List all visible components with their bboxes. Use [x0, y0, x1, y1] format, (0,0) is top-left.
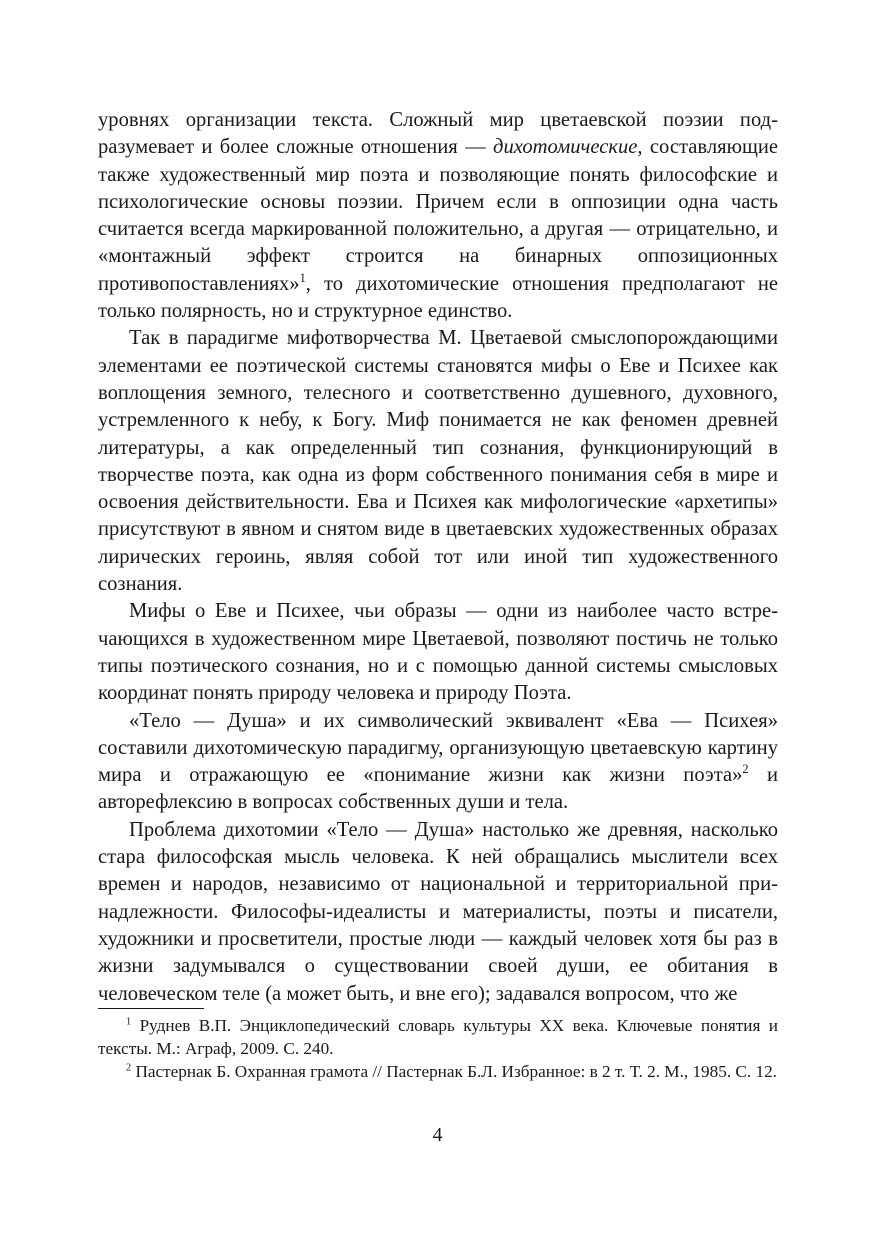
footnote-ref-1[interactable]: 1 — [299, 270, 306, 285]
main-text — [98, 107, 778, 1008]
paragraph-4 — [98, 708, 778, 817]
footnote-marker: 1 — [126, 1016, 132, 1028]
paragraph-1 — [98, 107, 778, 325]
paragraph-5 — [98, 817, 778, 1008]
text-segment: , то дихотомические отношения предполагают не только полярность, но и структурное единство. — [98, 272, 778, 323]
text-segment: Так в парадигме мифотворчества М. Цветаевой смыслопорождающими элементами ее поэтической системы становятся мифы о Еве и Психее как воплощения земного, телесного и соответственно душевного, духовного, устремленного к небу, к Богу. Миф понимается не как феномен древней литературы, а как определенный тип сознания, функционирующий в творчестве поэта, как одна из форм собственного понимания себя в мире и освоения действительности. Ева и Психея как мифологические «архетипы» присутствуют в явном и снятом виде в цветаевских художественных образах лирических героинь, являя собой тот или иной тип художественного сознания. — [98, 327, 778, 596]
text-segment: уровнях организации текста. Сложный мир цветаевской поэзии подразумевает и более сложные отношения — — [98, 109, 778, 159]
text-segment: Мифы о Еве и Психее, чьи образы — одни из наиболее часто встречающихся в художественном мире Цветаевой, позволяют постичь не только типы поэтического сознания, но и с помощью данной системы смысловых координат понять природу человека и природу Поэта. — [98, 600, 778, 705]
footnote-2 — [98, 1061, 778, 1084]
paragraph-2 — [98, 325, 778, 598]
footnote-1 — [98, 1015, 778, 1061]
text-segment: и авторефлексию в вопросах собственных души и тела. — [98, 764, 778, 814]
footnote-marker: 2 — [126, 1061, 132, 1073]
footnotes — [98, 1015, 778, 1083]
text-segment: «Тело — Душа» и их символический эквивалент «Ева — Психея» составили дихотомическую парадигму, организующую цветаевскую картину мира и отражающую ее «понимание жизни как жизни поэта» — [98, 709, 778, 787]
text-segment: , составляющие также художественный мир поэта и позволяющие понять философские и психологические основы поэзии. Причем если в оппозиции одна часть считается всегда маркированной положительно, а другая — отрицательно, и «монтажный эффект строится на бинарных оппозиционных противопоставлениях» — [98, 136, 778, 295]
footnote-text: Руднев В.П. Энциклопедический словарь культуры ХХ века. Ключевые понятия и тексты. М.: Аграф, 2009. С. 240. — [98, 1016, 778, 1058]
footnote-ref-2[interactable]: 2 — [742, 762, 749, 777]
footnote-divider — [98, 1008, 204, 1009]
emphasis-dichotomic: дихотомические — [493, 136, 638, 159]
page-number: 4 — [432, 1124, 443, 1146]
text-segment: Проблема дихотомии «Тело — Душа» настолько же древняя, насколько стара философская мысль человека. К ней обращались мыслители всех времен и народов, независимо от национальной и территориальной принадлежности. Философы-идеалисты и материалисты, поэты и писатели, художники и просветители, простые люди — каждый человек хотя бы раз в жизни задумывался о существовании своей души, ее обитания в человеческом теле (а может быть, и вне его); задавался вопросом, что же — [98, 818, 778, 1005]
footnote-text: Пастернак Б. Охранная грамота // Пастернак Б.Л. Избранное: в 2 т. Т. 2. М., 1985. С. 12. — [131, 1061, 777, 1081]
paragraph-3 — [98, 598, 778, 707]
